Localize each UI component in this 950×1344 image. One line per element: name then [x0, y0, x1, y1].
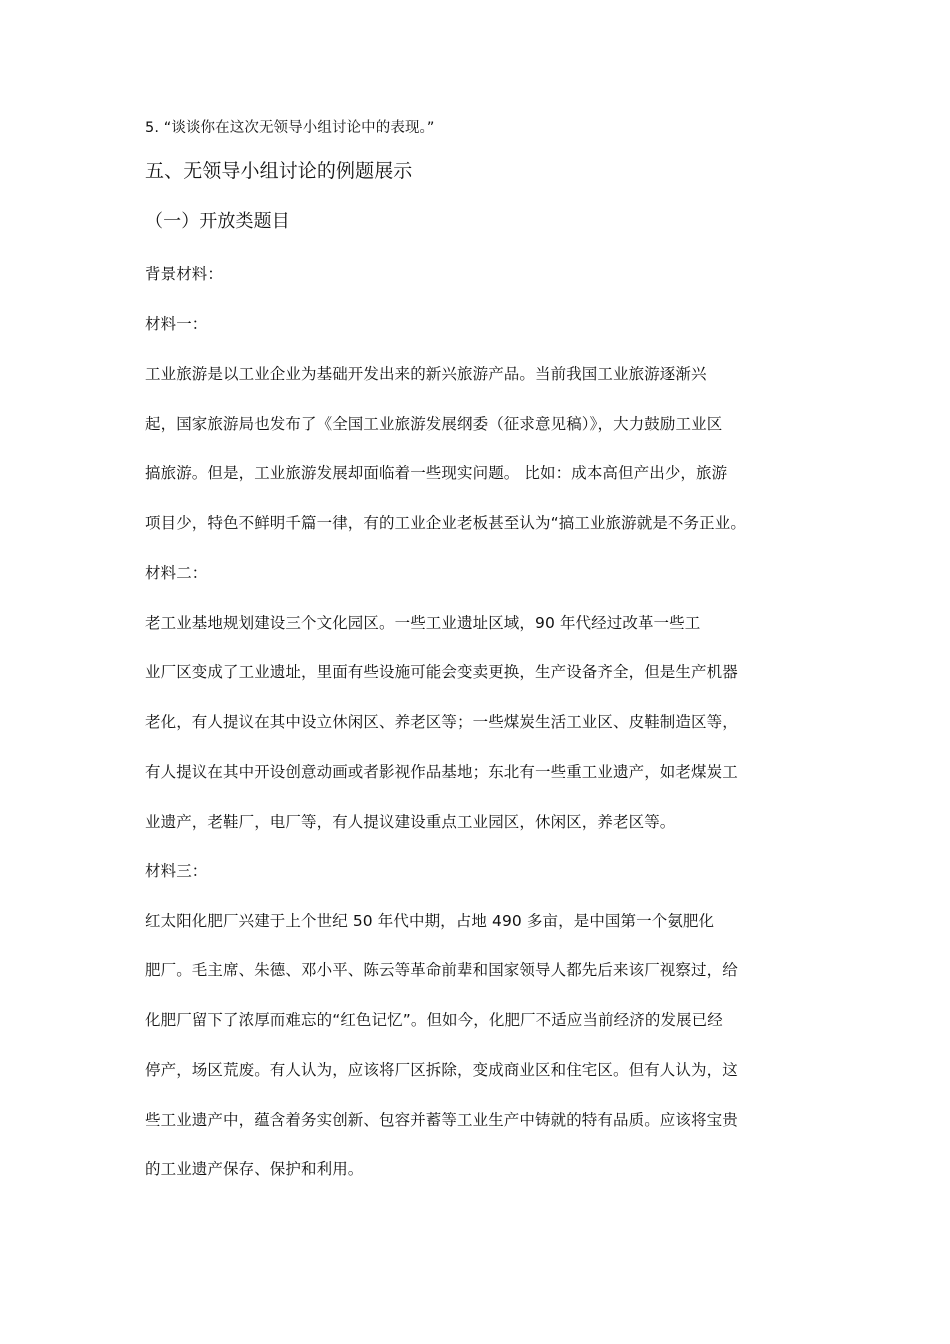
paragraph-line: 业遗产，老鞋厂，电厂等，有人提议建设重点工业园区，休闲区，养老区等。 [145, 813, 676, 831]
paragraph-line: 红太阳化肥厂兴建于上个世纪 50 年代中期，占地 490 多亩，是中国第一个氨肥化 [145, 912, 715, 930]
subsection-heading: （一）开放类题目 [145, 211, 290, 232]
paragraph-line: 化肥厂留下了浓厚而难忘的“红色记忆”。但如今，化肥厂不适应当前经济的发展已经 [145, 1011, 723, 1029]
question-5: 5. “谈谈你在这次无领导小组讨论中的表现。” [145, 120, 435, 136]
paragraph-line: 停产，场区荒废。有人认为，应该将厂区拆除，变成商业区和住宅区。但有人认为，这 [145, 1061, 738, 1079]
paragraph-line: 搞旅游。但是，工业旅游发展却面临着一些现实问题。 比如：成本高但产出少，旅游 [145, 464, 728, 482]
material-2-label: 材料二： [145, 564, 208, 582]
paragraph-line: 项目少，特色不鲜明千篇一律，有的工业企业老板甚至认为“搞工业旅游就是不务正业。 [145, 514, 746, 532]
paragraph-line: 业厂区变成了工业遗址，里面有些设施可能会变卖更换，生产设备齐全，但是生产机器 [145, 663, 738, 681]
paragraph-line: 肥厂。毛主席、朱德、邓小平、陈云等革命前辈和国家领导人都先后来该厂视察过，给 [145, 961, 738, 979]
material-1-label: 材料一： [145, 315, 208, 333]
paragraph-line: 些工业遗产中，蕴含着务实创新、包容并蓄等工业生产中铸就的特有品质。应该将宝贵 [145, 1111, 738, 1129]
paragraph-line: 起，国家旅游局也发布了《全国工业旅游发展纲委（征求意见稿）》，大力鼓励工业区 [145, 415, 723, 433]
paragraph-line: 有人提议在其中开设创意动画或者影视作品基地；东北有一些重工业遗产，如老煤炭工 [145, 763, 738, 781]
material-3-label: 材料三： [145, 862, 208, 880]
paragraph-line: 的工业遗产保存、保护和利用。 [145, 1160, 364, 1178]
background-label: 背景材料： [145, 265, 224, 283]
section-heading: 五、无领导小组讨论的例题展示 [145, 160, 413, 182]
paragraph-line: 老工业基地规划建设三个文化园区。一些工业遗址区域，90 年代经过改革一些工 [145, 614, 701, 632]
paragraph-line: 工业旅游是以工业企业为基础开发出来的新兴旅游产品。当前我国工业旅游逐渐兴 [145, 365, 707, 383]
paragraph-line: 老化，有人提议在其中设立休闲区、养老区等；一些煤炭生活工业区、皮鞋制造区等， [145, 713, 738, 731]
